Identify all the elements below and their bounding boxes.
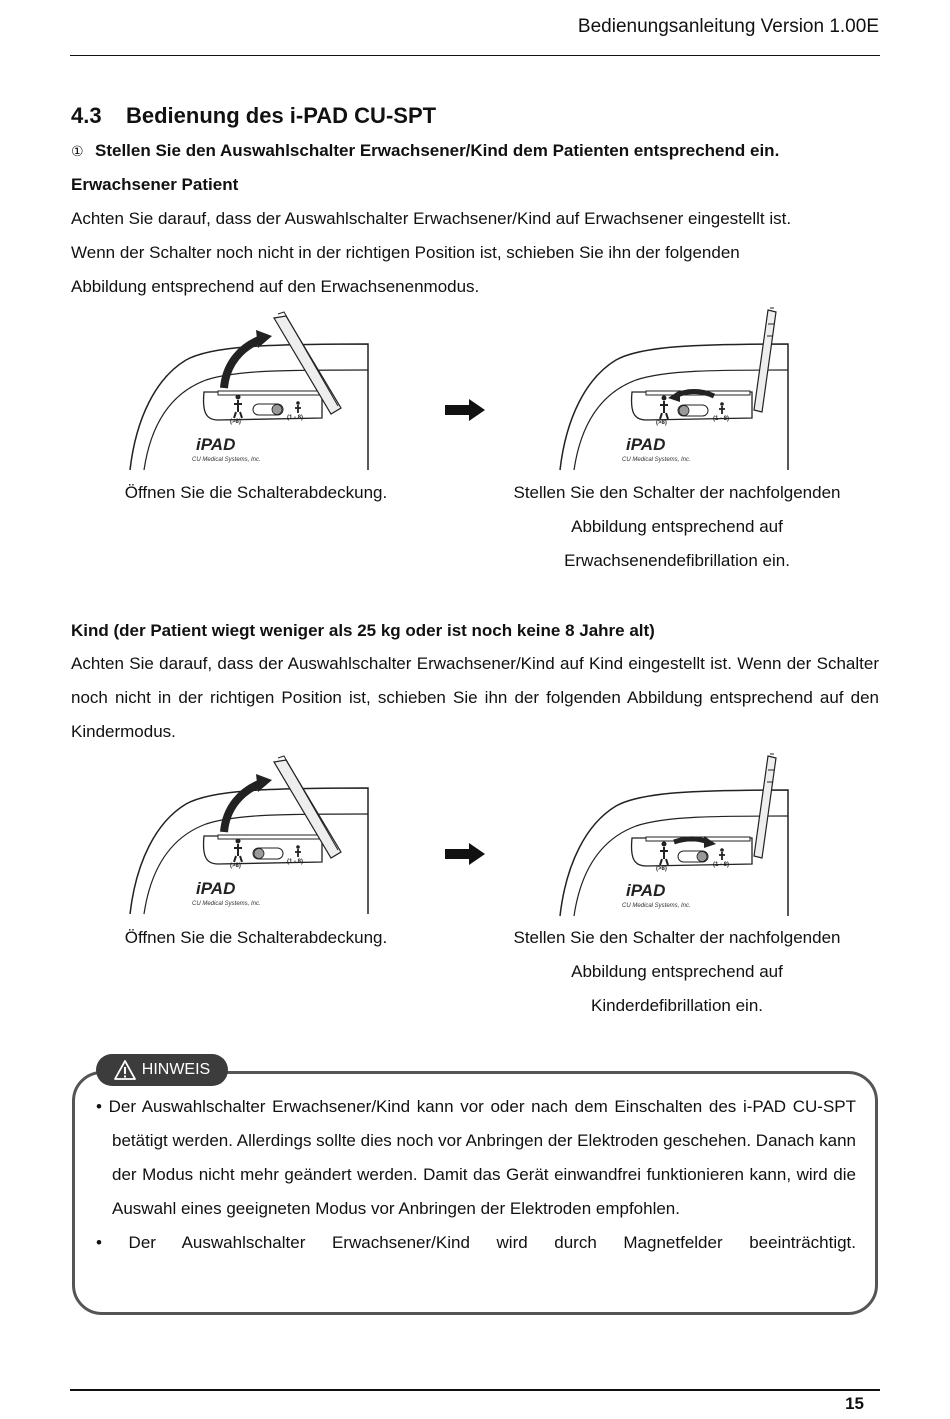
label-adult-range: (>8) [230,863,241,869]
label-child-range: (1 - 8) [287,415,304,421]
adult-heading: Erwachsener Patient [71,175,239,194]
note-list [96,1090,856,1260]
ipad-logo: iPAD [626,881,666,900]
footer-rule [70,1389,880,1391]
child-heading: Kind (der Patient wiegt weniger als 25 kg oder ist noch keine 8 Jahre alt) [71,621,655,640]
figure-switch-child [556,752,796,922]
label-child-range: (1 - 8) [713,862,730,868]
section-number: 4.3 [71,103,102,128]
ipad-logo: iPAD [196,879,236,898]
company-label: CU Medical Systems, Inc. [192,901,261,907]
page-number: 15 [845,1394,864,1413]
ipad-logo: iPAD [196,435,236,454]
company-label: CU Medical Systems, Inc. [622,903,691,909]
note-tab [96,1054,228,1086]
caption-open-cover-adult: Öffnen Sie die Schalterabdeckung. [124,483,388,502]
label-adult-range: (>8) [230,419,241,425]
caption-open-cover-child: Öffnen Sie die Schalterabdeckung. [124,928,388,947]
label-child-range: (1 - 8) [287,859,304,865]
child-paragraph: Achten Sie darauf, dass der Auswahlschalter Erwachsener/Kind auf Kind eingestellt ist. Wenn der Schalter noch nicht in der richtigen Position ist, schieben Sie ihn der folgenden Abbildung entsprechend auf den Kindermodus. [71,654,879,741]
caption-line: Abbildung entsprechend auf [571,962,783,981]
caption-line: Kinderdefibrillation ein. [591,996,763,1015]
adult-paragraph-line: Abbildung entsprechend auf den Erwachsenenmodus. [71,277,480,296]
right-arrow-icon [443,842,487,866]
section-title: Bedienung des i-PAD CU-SPT [126,103,437,128]
ipad-logo: iPAD [626,435,666,454]
caption-set-switch-child [476,921,878,1023]
step-marker: ① [71,143,84,159]
note-item: • Der Auswahlschalter Erwachsener/Kind wird durch Magnetfelder beeinträchtigt. [96,1233,856,1252]
document-header-title: Bedienungsanleitung Version 1.00E [577,16,879,37]
adult-paragraph-line: Wenn der Schalter noch nicht in der richtigen Position ist, schieben Sie ihn der folgenden [71,243,740,262]
note-item: • Der Auswahlschalter Erwachsener/Kind kann vor oder nach dem Einschalten des i-PAD CU-SPT betätigt werden. Allerdings sollte dies noch vor Anbringen der Elektroden geschehen. Danach kann der Modus nicht mehr geändert werden. Damit das Gerät einwandfrei funktionieren kann, wird die Auswahl eines geeigneten Modus vor Anbringen der Elektroden empfohlen. [96,1097,856,1218]
label-child-range: (1 - 8) [713,416,730,422]
caption-line: Stellen Sie den Schalter der nachfolgenden [513,483,841,502]
figure-open-cover-adult [126,308,376,476]
caption-line: Erwachsenendefibrillation ein. [564,551,790,570]
company-label: CU Medical Systems, Inc. [192,457,261,463]
figure-open-cover-child [126,752,376,920]
header-rule [70,55,880,56]
right-arrow-icon [443,398,487,422]
caption-line: Abbildung entsprechend auf [571,517,783,536]
step-text: Stellen Sie den Auswahlschalter Erwachsener/Kind dem Patienten entsprechend ein. [95,141,780,160]
step-instruction [71,141,779,161]
section-heading [71,103,436,129]
warning-icon [114,1060,136,1080]
label-adult-range: (>8) [656,420,667,426]
caption-line: Stellen Sie den Schalter der nachfolgenden [513,928,841,947]
company-label: CU Medical Systems, Inc. [622,457,691,463]
note-tab-label: HINWEIS [141,1061,211,1078]
figure-switch-adult [556,306,796,476]
adult-paragraph-line: Achten Sie darauf, dass der Auswahlschalter Erwachsener/Kind auf Erwachsener eingestellt ist. [71,209,792,228]
label-adult-range: (>8) [656,866,667,872]
caption-set-switch-adult [476,476,878,578]
